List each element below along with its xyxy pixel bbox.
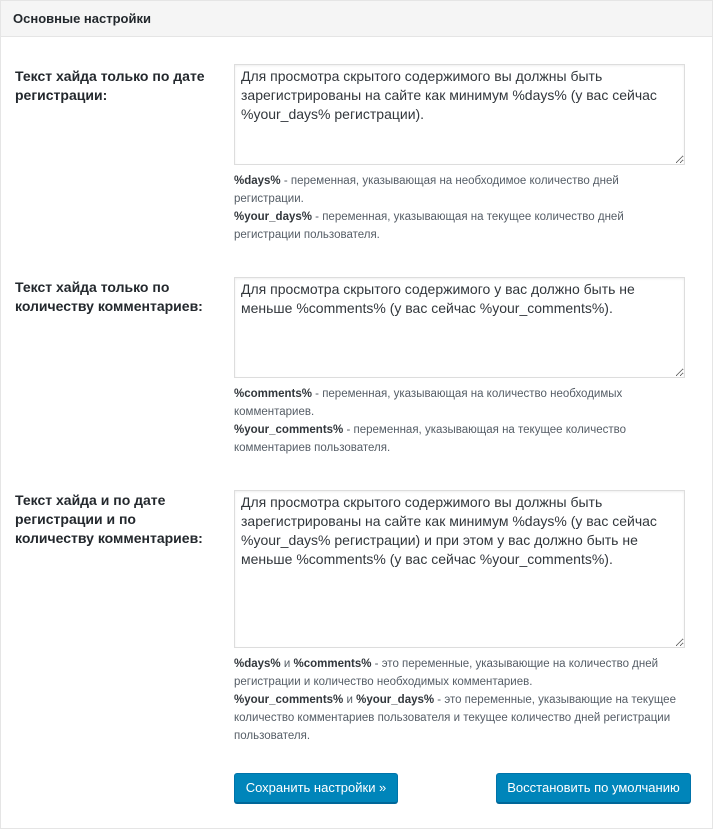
registration-text-description (234, 172, 685, 244)
variable-description: - переменная, указывающая на текущее количество дней регистрации пользователя. (234, 211, 624, 241)
variable-description: - это переменные, указывающие на количество дней регистрации и количество необходимых комментариев. (234, 658, 659, 688)
variable-description: - переменная, указывающая на текущее количество комментариев пользователя. (234, 424, 626, 454)
save-settings-button[interactable]: Сохранить настройки » (234, 773, 398, 803)
combined-text-description (234, 655, 685, 745)
comments-text-label: Текст хайда только по количеству комментариев: (15, 279, 203, 314)
description-line (234, 385, 685, 421)
description-line (234, 421, 685, 457)
restore-defaults-button[interactable]: Восстановить по умолчанию (496, 773, 691, 803)
variable-description: - переменная, указывающая на количество необходимых комментариев. (234, 388, 623, 418)
variable-name: %your_days% (356, 694, 435, 706)
description-line (234, 172, 685, 208)
description-line (234, 208, 685, 244)
variable-name: %your_comments% (234, 424, 344, 436)
conjunction: и (280, 658, 294, 670)
variable-name: %days% (234, 175, 281, 187)
panel-title: Основные настройки (1, 1, 712, 37)
comments-text-field-group (234, 277, 685, 457)
registration-text-textarea[interactable] (234, 64, 685, 165)
variable-name: %comments% (234, 388, 312, 400)
variable-name: %days% (234, 658, 281, 670)
combined-text-field-group (234, 490, 685, 745)
registration-text-label: Текст хайда только по дате регистрации: (15, 68, 205, 103)
variable-description: - это переменные, указывающие на текущее количество комментариев пользователя и текущее количество дней регистрации пользователя. (234, 694, 676, 742)
combined-text-label: Текст хайда и по дате регистрации и по количеству комментариев: (15, 492, 203, 546)
description-line (234, 655, 685, 691)
registration-text-field-group (234, 64, 685, 244)
variable-name: %your_days% (234, 211, 312, 223)
variable-description: - переменная, указывающая на необходимое количество дней регистрации. (234, 175, 619, 205)
variable-name: %comments% (293, 658, 372, 670)
comments-text-description (234, 385, 685, 457)
variable-name: %your_comments% (234, 694, 344, 706)
description-line (234, 691, 685, 745)
comments-text-textarea[interactable] (234, 277, 685, 378)
conjunction: и (343, 694, 357, 706)
combined-text-textarea[interactable] (234, 490, 685, 648)
